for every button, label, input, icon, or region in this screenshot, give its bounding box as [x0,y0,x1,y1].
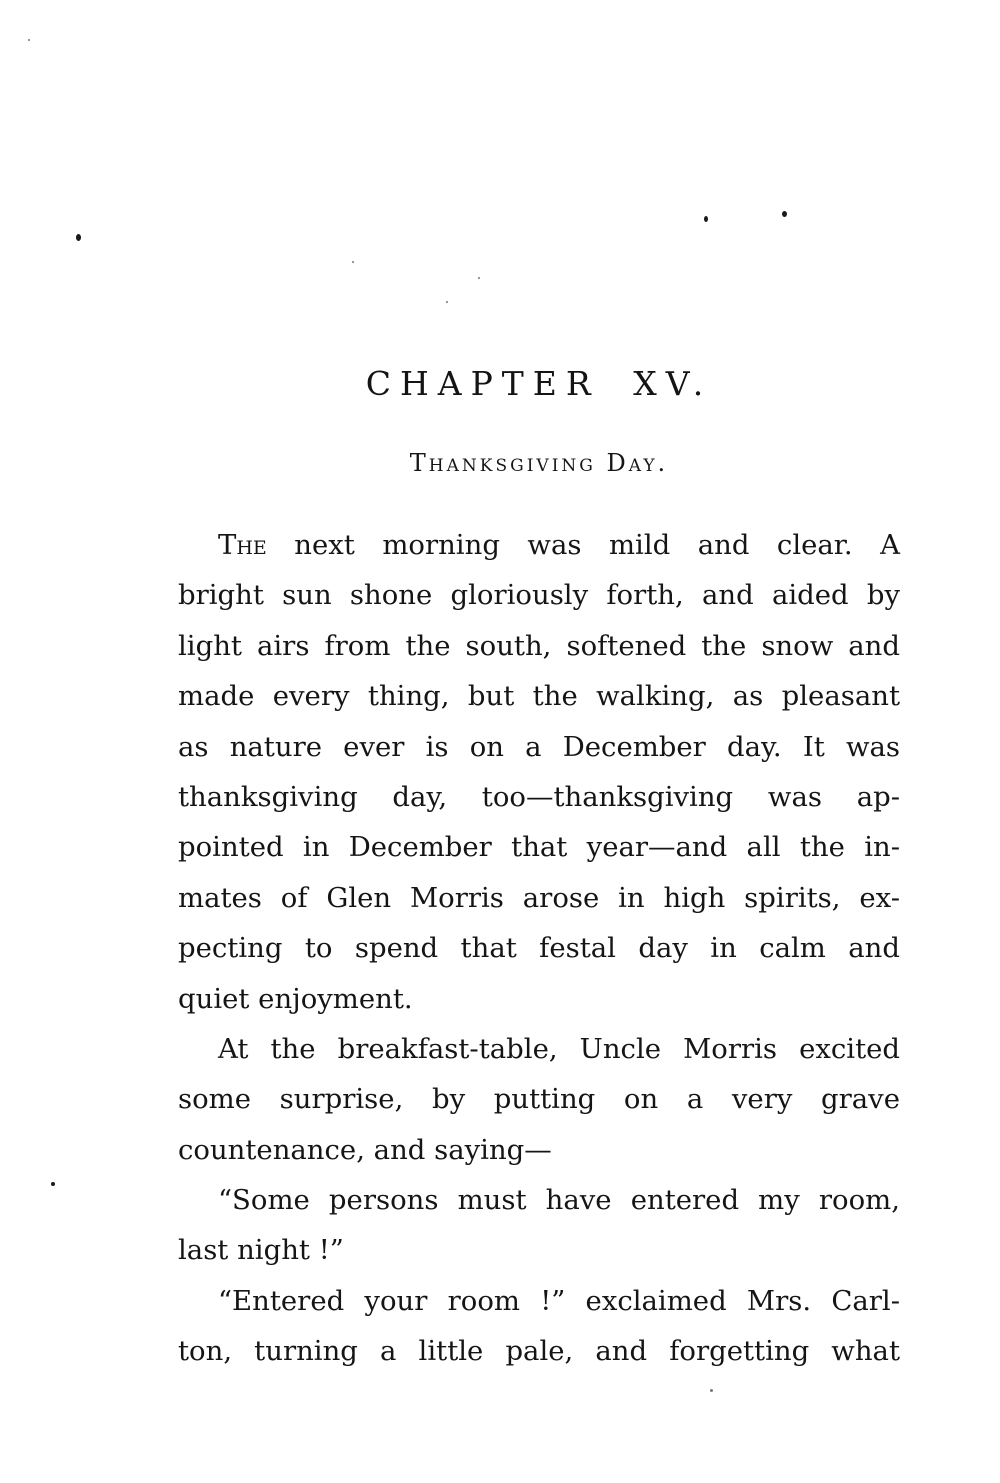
text-line: bright sun shone gloriously forth, and aided by [178,579,900,612]
text-line: mates of Glen Morris arose in high spirits, ex- [178,881,900,914]
text-line: made every thing, but the walking, as pleasant [178,680,900,713]
text-line: quiet enjoyment. [178,982,413,1015]
text-line [178,520,900,570]
text-line: “Some persons must have entered my room, [218,1184,900,1217]
text-line: ton, turning a little pale, and forgetting what [178,1335,900,1368]
text-line: pointed in December that year—and all the in- [178,831,900,864]
text-line: last night !” [178,1234,344,1267]
scan-speck [704,216,708,222]
chapter-subheading: Thanksgiving Day. [409,449,669,477]
text-line-rest: next morning was mild and clear. A [294,529,900,561]
body-text [178,520,900,1377]
scan-speck [782,211,787,217]
scan-speck [28,39,30,41]
scan-speck [478,277,480,279]
scan-speck [710,1389,713,1392]
text-line: some surprise, by putting on a very grave [178,1083,900,1116]
text-line: light airs from the south, softened the snow and [178,629,900,662]
scan-speck [51,1182,55,1186]
text-line: countenance, and saying— [178,1133,552,1166]
text-line: At the breakfast-table, Uncle Morris excited [218,1032,900,1065]
text-line: “Entered your room !” exclaimed Mrs. Carl- [218,1284,900,1317]
scan-speck [76,234,81,241]
scan-speck [352,261,354,263]
text-line: thanksgiving day, too—thanksgiving was ap- [178,780,900,813]
text-line: as nature ever is on a December day. It was [178,730,900,763]
lead-word: The [218,529,267,561]
text-line: pecting to spend that festal day in calm and [178,932,900,965]
chapter-heading: CHAPTER XV. [365,364,713,403]
scan-speck [446,301,448,303]
